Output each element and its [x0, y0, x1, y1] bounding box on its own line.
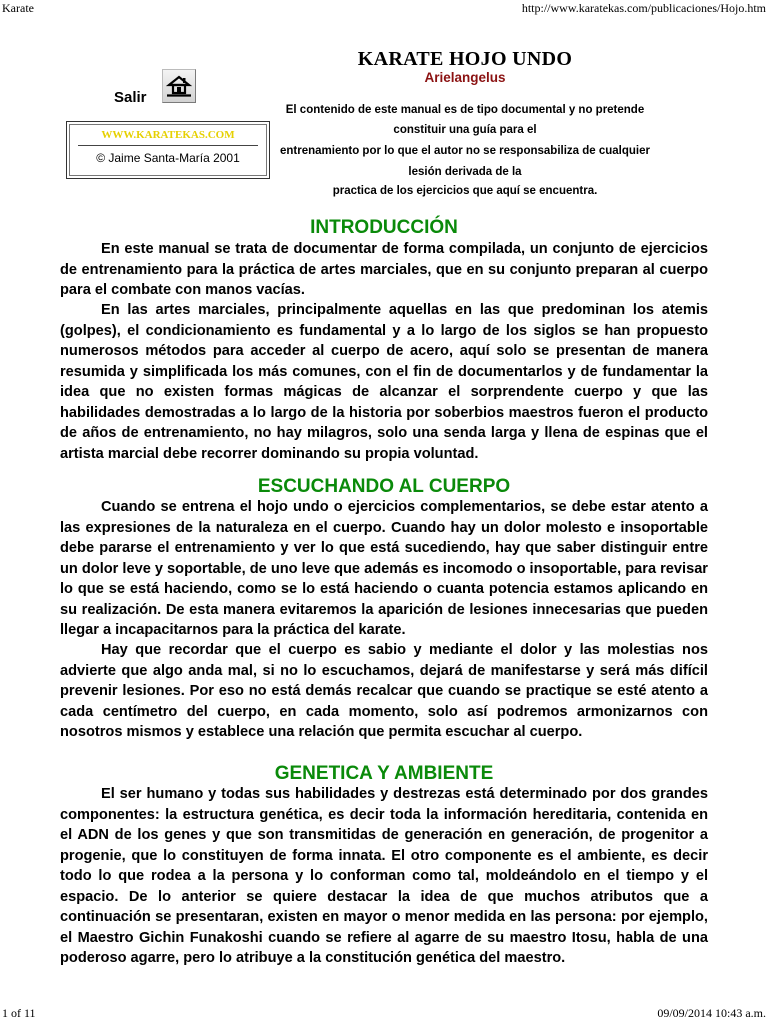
print-header-url: http://www.karatekas.com/publicaciones/Hojo.htm [521, 1, 766, 15]
section-heading-genetica-y-ambiente: GENETICA Y AMBIENTE [274, 763, 494, 784]
section-heading-introduccion: INTRODUCCIÓN [310, 217, 458, 238]
disclaimer-line: El contenido de este manual es de tipo documental y no pretende [285, 104, 645, 116]
section-heading-escuchando-al-cuerpo: ESCUCHANDO AL CUERPO [257, 476, 511, 497]
salir-label: Salir [114, 89, 147, 106]
copyright-notice: © Jaime Santa-María 2001 [96, 151, 240, 165]
credits-box [66, 121, 270, 179]
section-paragraph: Hay que recordar que el cuerpo es sabio y mediante el dolor y las molestias nos advierte que algo anda mal, si no lo escuchamos, dejará de manifestarse y será más difícil prevenir lesiones. Por eso no está demás recalcar que cuando se practique se esté atento a cada centímetro del cuerpo, en cada momento, solo así podremos armonizarnos con nosotros mismos y establece una relación que permita escuchar al cuerpo. [60, 642, 708, 740]
section-paragraph: Cuando se entrena el hojo undo o ejercicios complementarios, se debe estar atento a las expresiones de la naturaleza en el cuerpo. Cuando hay un dolor molesto e insoportable debe pararse el entrenamiento y ver lo que está sucediendo, hay que saber distinguir entre un dolor leve y soportable, de uno leve que además es incomodo o insoportable, para revisar lo que se está haciendo, como se lo está haciendo o cuanta potencia estamos aplicando en su realización. De esta manera evitaremos la aparición de lesiones innecesarias que pueden llegar a incapacitarnos para la práctica del karate. [60, 499, 708, 638]
print-header-title: Karate [2, 1, 34, 15]
document-author: Arielangelus [424, 70, 506, 85]
karatekas-site-link[interactable]: WWW.KARATEKAS.COM [101, 129, 235, 141]
disclaimer-line: practica de los ejercicios que aquí se encuentra. [332, 185, 598, 197]
disclaimer-line: entrenamiento por lo que el autor no se responsabiliza de cualquier [280, 145, 650, 157]
section-paragraph: El ser humano y todas sus habilidades y destrezas está determinado por dos grandes componentes: la estructura genética, es decir toda la información hereditaria, contenida en el ADN de los genes y que son transmitidas de generación en generación, de progenitor a progenie, que lo constituyen de forma innata. El otro componente es el ambiente, es decir todo lo que rodea a la persona y lo conforman como tal, moldeándolo en el tiempo y el espacio. De lo anterior se quiere destacar la idea de que muchos atributos que a continuación se presentaran, existen en mayor o menor medida en las persona: por ejemplo, el Maestro Gichin Funakoshi cuando se refiere al agarre de su maestro Itosu, habla de una poderoso agarre, pero lo atribuye a la constitución genética del maestro. [60, 786, 708, 966]
credits-inner-frame [69, 124, 267, 176]
document-title: KARATE HOJO UNDO [357, 48, 573, 70]
print-footer-page-count: 1 of 11 [2, 1006, 36, 1020]
salir-button[interactable] [162, 69, 196, 103]
print-footer-datetime: 09/09/2014 10:43 a.m. [657, 1006, 766, 1020]
disclaimer-line: lesión derivada de la [408, 166, 522, 178]
credits-divider [78, 145, 258, 146]
section-paragraph: En este manual se trata de documentar de forma compilada, un conjunto de ejercicios de entrenamiento para la práctica de artes marciales, que en su conjunto preparan al cuerpo para el combate con manos vacías. [60, 241, 708, 298]
disclaimer-line: constituir una guía para el [393, 124, 537, 136]
section-paragraph: En las artes marciales, principalmente aquellas en las que predominan los atemis (golpes), el condicionamiento es fundamental y a lo largo de los siglos se han propuesto numerosos métodos para acceder al cuerpo de acero, aquí solo se presentan de manera resumida y simplificada los más comunes, con el fin de documentarlos y de fundamentar la idea que no existen formas mágicas de alcanzar el sorprendente cuerpo y que las habilidades demostradas a lo largo de la historia por soberbios maestros fueron el producto de años de entrenamiento, no hay milagros, solo una senda larga y llena de espinas que el artista marcial debe recorrer dominando su propia voluntad. [60, 302, 708, 462]
home-icon [166, 74, 192, 98]
